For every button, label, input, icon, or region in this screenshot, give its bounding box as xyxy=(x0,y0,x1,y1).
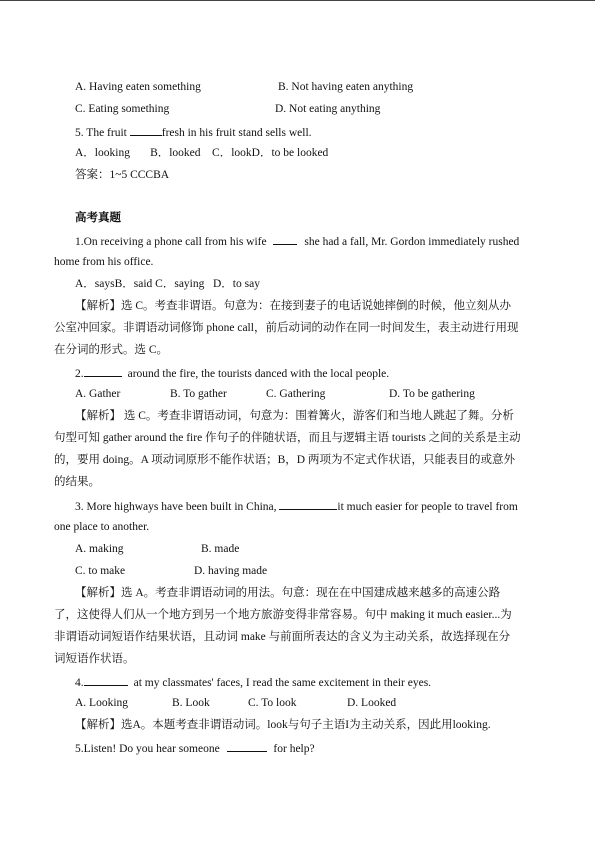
q4-option-c: C. To look xyxy=(248,697,297,709)
q5-text-before: 5.Listen! Do you hear someone xyxy=(75,743,220,755)
answer-blank xyxy=(227,740,267,752)
q3-text-before: 3. More highways have been built in China, xyxy=(75,501,277,513)
q3-line-2: one place to another. xyxy=(54,521,150,533)
q1-text-after: she had a fall, Mr. Gordon immediately rushed xyxy=(304,236,520,248)
q4-explanation-1: 【解析】选A。本题考查非谓语动词。look与句子主语I为主动关系，因此用looking. xyxy=(75,719,491,731)
prev-answer-key: 答案：1~5 CCCBA xyxy=(75,169,170,181)
q3-text-after: it much easier for people to travel from xyxy=(337,501,518,513)
q2-explanation-4: 的结果。 xyxy=(54,476,100,488)
q2-explanation-3: 的，要用 doing。A 项动词原形不能作状语；B，D 两项为不定式作状语，只能表目的或意外 xyxy=(54,454,515,466)
q3-option-d: D. having made xyxy=(194,565,268,577)
q1-explanation-1: 【解析】选 C。考查非谓语。句意为：在接到妻子的电话说她摔倒的时候，他立刻从办 xyxy=(75,300,512,312)
q2-text: around the fire, the tourists danced with the local people. xyxy=(127,368,390,380)
q4-text: at my classmates' faces, I read the same excitement in their eyes. xyxy=(133,677,432,689)
q1-line-2: home from his office. xyxy=(54,256,154,268)
prev-q5-text-before: 5. The fruit xyxy=(75,127,127,139)
q3-explanation-2: 了，这使得人们从一个地方到另一个地方旅游变得非常容易。句中 making it much easier...为 xyxy=(54,609,512,621)
q3-option-a: A. making xyxy=(75,543,124,555)
q2-option-d: D. To be gathering xyxy=(389,388,475,400)
prev-q5-options: A．looking B．looked C．lookD．to be looked xyxy=(75,147,329,159)
q2-option-a: A. Gather xyxy=(75,388,121,400)
answer-blank xyxy=(273,233,297,245)
q4-number: 4. xyxy=(75,677,84,689)
q1-text-before: 1.On receiving a phone call from his wife xyxy=(75,236,267,248)
q4-option-d: D. Looked xyxy=(347,697,397,709)
q5-line xyxy=(75,740,315,756)
q2-option-c: C. Gathering xyxy=(266,388,326,400)
answer-blank xyxy=(84,365,122,377)
q3-explanation-4: 词短语作状语。 xyxy=(54,653,135,665)
section-title: 高考真题 xyxy=(75,212,121,224)
prev-option-c: C. Eating something xyxy=(75,103,170,115)
q2-number: 2. xyxy=(75,368,84,380)
prev-option-a: A. Having eaten something xyxy=(75,81,201,93)
answer-blank xyxy=(130,124,162,136)
answer-blank xyxy=(279,498,337,510)
prev-question-5 xyxy=(75,124,312,140)
prev-option-d: D. Not eating anything xyxy=(275,103,381,115)
q4-line xyxy=(75,674,431,690)
q2-option-b: B. To gather xyxy=(170,388,227,400)
q1-options: A．saysB．said C．saying D．to say xyxy=(75,278,260,290)
q1-explanation-2: 公室冲回家。非谓语动词修饰 phone call，前后动词的动作在同一时间发生，表主动进行用现 xyxy=(54,322,519,334)
q3-line-1 xyxy=(75,498,518,514)
q3-option-b: B. made xyxy=(201,543,240,555)
q2-explanation-2: 句型可知 gather around the fire 作句子的伴随状语，而且与逻辑主语 tourists 之间的关系是主动 xyxy=(54,432,521,444)
q1-explanation-3: 在分词的形式。选 C。 xyxy=(54,344,169,356)
prev-q5-text-after: fresh in his fruit stand sells well. xyxy=(161,127,312,139)
q3-explanation-1: 【解析】选 A。考查非谓语动词的用法。句意：现在在中国建成越来越多的高速公路 xyxy=(75,587,501,599)
q5-text-after: for help? xyxy=(273,743,315,755)
q4-option-b: B. Look xyxy=(172,697,210,709)
answer-blank xyxy=(84,674,128,686)
q3-explanation-3: 非谓语动词短语作结果状语，且动词 make 与前面所表达的含义为主动关系，故选择现在分 xyxy=(54,631,511,643)
q4-option-a: A. Looking xyxy=(75,697,129,709)
q2-explanation-1: 【解析】 选 C。考查非谓语动词，句意为：围着篝火，游客们和当地人跳起了舞。分析 xyxy=(75,410,514,422)
prev-option-b: B. Not having eaten anything xyxy=(278,81,414,93)
q2-line xyxy=(75,365,389,381)
q3-option-c: C. to make xyxy=(75,565,126,577)
q1-line-1 xyxy=(75,233,542,249)
